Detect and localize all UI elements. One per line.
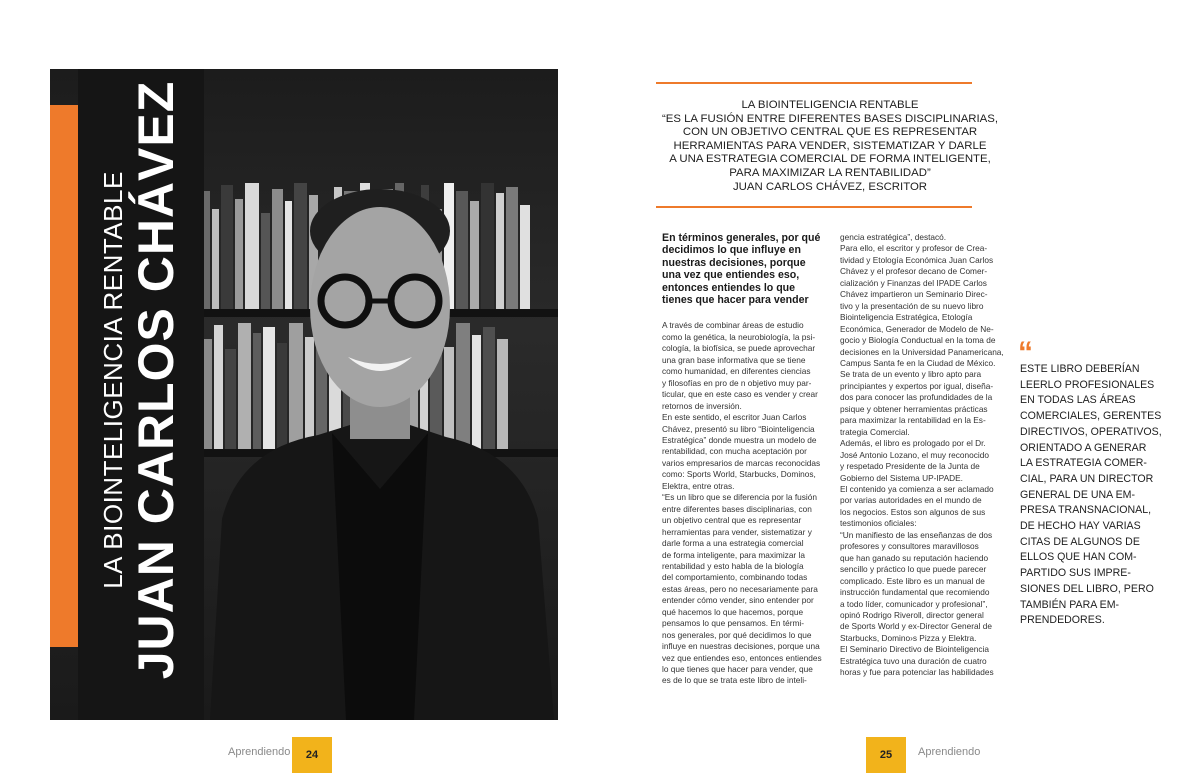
column-1-body — [662, 320, 827, 687]
body-text-line: profesores y consultores maravillosos — [840, 541, 979, 552]
body-text-line: sencillo y práctico lo que puede parecer — [840, 564, 987, 575]
body-text-line: Estratégica” donde muestra un modelo de — [662, 434, 817, 445]
body-text-line: gencia estratégica”, destacó. — [840, 232, 947, 242]
pull-quote-line: CIAL, PARA UN DIRECTOR — [1020, 472, 1154, 485]
body-text-line: dos para conocer las profundidades de la — [840, 392, 993, 403]
body-text-line: Estratégica tuvo una duración de cuatro — [840, 655, 987, 666]
body-text-line: es de lo que se trata este libro de inteli- — [662, 675, 807, 686]
header-quote-line: A UNA ESTRATEGIA COMERCIAL DE FORMA INTELIGENTE, — [669, 153, 991, 166]
lead-paragraph — [662, 232, 827, 306]
pull-quote-line: LEERLO PROFESIONALES — [1020, 378, 1155, 391]
body-text-line: y filosofías en pro de n objetivo muy par- — [662, 377, 812, 388]
body-text-line: Además, el libro es prologado por el Dr. — [840, 438, 986, 449]
body-text-line: una gran base informativa que se tiene — [662, 354, 806, 365]
footer-label-left: Aprendiendo — [228, 746, 291, 758]
lead-line: decidimos lo que influye en — [662, 244, 801, 257]
body-text-line: Para ello, el escritor y profesor de Crea- — [840, 243, 988, 254]
body-text-line: como humanidad, en diferentes ciencias — [662, 366, 811, 377]
body-text-line: trategia Comercial. — [840, 426, 910, 437]
body-text-line: principiantes y expertos por igual, diseña- — [840, 380, 994, 391]
body-text-line: En este sentido, el escritor Juan Carlos — [662, 412, 807, 423]
body-text-line: gocio y Biología Conductual en la toma de — [840, 335, 996, 346]
body-text-line: complicado. Este libro es un manual de — [840, 575, 985, 586]
vertical-name: JUAN CARLOS CHÁVEZ — [128, 80, 184, 680]
pull-quote — [1020, 362, 1170, 629]
body-text-line: los negocios. Estos son algunos de sus — [840, 506, 986, 517]
body-text-line: un objetivo central que es representar — [662, 515, 802, 526]
body-text-line: Elektra, entre otras. — [662, 480, 735, 491]
body-text-line: pensamos lo que pensamos. En térmi- — [662, 618, 805, 629]
body-text-line: rentabilidad y esto habla de la biología — [662, 560, 804, 571]
lead-line: nuestras decisiones, porque — [662, 256, 806, 269]
vertical-title — [98, 81, 184, 680]
body-text-line: Gobierno del Sistema UP-IPADE. — [840, 472, 963, 483]
body-text-line: qué hacemos lo que hacemos, porque — [662, 606, 804, 617]
body-text-line: tivo y la presentación de su nuevo libro — [840, 300, 984, 311]
header-quote-line: PARA MAXIMIZAR LA RENTABILIDAD” — [729, 166, 931, 179]
body-text-line: por varias autoridades en el mundo de — [840, 495, 982, 506]
pull-quote-line: EN TODAS LAS ÁREAS — [1020, 394, 1136, 407]
lead-line: entonces entiendes lo que — [662, 281, 796, 294]
body-text-line: instrucción fundamental que recomiendo — [840, 587, 990, 598]
header-quote-line: JUAN CARLOS CHÁVEZ, ESCRITOR — [732, 180, 928, 193]
vertical-subtitle: LA BIOINTELIGENCIA RENTABLE — [98, 171, 128, 589]
pull-quote-line: CITAS DE ALGUNOS DE — [1020, 535, 1140, 548]
body-text-line: retornos de inversión. — [662, 400, 742, 411]
header-quote-line: LA BIOINTELIGENCIA RENTABLE — [741, 99, 919, 111]
body-text-line: de forma inteligente, para maximizar la — [662, 549, 805, 560]
body-text-line: entre diferentes bases disciplinarias, con — [662, 503, 812, 514]
header-quote-line: “ES LA FUSIÓN ENTRE DIFERENTES BASES DISCIPLINARIAS, — [661, 112, 999, 125]
body-text-line: que han ganado su reputación haciendo — [840, 552, 989, 563]
body-text-line: Biointeligencia Estratégica, Etología — [840, 312, 973, 323]
rule-bottom — [656, 206, 972, 208]
body-text-line: Se trata de un evento y libro apto para — [840, 369, 982, 380]
pull-quote-line: LA ESTRATEGIA COMER- — [1020, 457, 1147, 470]
body-text-line: cialización y Finanzas del IPADE Carlos — [840, 277, 987, 288]
pull-quote-line: SIONES DEL LIBRO, PERO — [1020, 582, 1154, 595]
page-number-left: 24 — [292, 737, 332, 773]
body-text-line: de Sports World y ex-Director General de — [840, 621, 993, 632]
body-text-line: Económica, Generador de Modelo de Ne- — [840, 323, 994, 334]
body-text-line: testimonios oficiales: — [840, 518, 917, 529]
article-column-1 — [662, 232, 827, 687]
pull-quote-line: COMERCIALES, GERENTES — [1020, 410, 1162, 423]
pull-quote-line: PRENDEDORES. — [1020, 614, 1105, 627]
body-text-line: ticular, que en este caso es vender y crear — [662, 389, 818, 400]
rule-top — [656, 82, 972, 84]
pull-quote-line: GENERAL DE UNA EM- — [1020, 488, 1135, 501]
header-quote-line: HERRAMIENTAS PARA VENDER, SISTEMATIZAR Y DARLE — [673, 139, 987, 152]
pull-quote-line: TAMBIÉN PARA EM- — [1020, 598, 1120, 611]
body-text-line: darle forma a una estrategia comercial — [662, 538, 804, 549]
article-column-2 — [840, 232, 1008, 679]
body-text-line: como: Sports World, Starbucks, Dominos, — [662, 469, 816, 480]
body-text-line: y respetado Presidente de la Junta de — [840, 461, 980, 472]
body-text-line: rentabilidad, con mucha aceptación por — [662, 446, 807, 457]
header-quote — [640, 99, 1020, 194]
pull-quote-line: PRESA TRANSNACIONAL, — [1020, 504, 1152, 517]
body-text-line: a todo líder, comunicador y profesional”, — [840, 598, 988, 609]
body-text-line: para maximizar la rentabilidad en la Es- — [840, 415, 986, 426]
body-text-line: lo que tienes que hacer para vender, que — [662, 664, 813, 675]
body-text-line: como la genética, la neurobiología, la psi- — [662, 331, 816, 342]
pull-quote-line: ORIENTADO A GENERAR — [1020, 441, 1147, 454]
body-text-line: opinó Rodrigo Riveroll, director general — [840, 609, 984, 620]
body-text-line: herramientas para vender, sistematizar y — [662, 526, 812, 537]
pull-quote-line: PARTIDO SUS IMPRE- — [1020, 567, 1131, 580]
lead-line: tienes que hacer para vender — [662, 294, 809, 307]
header-quote-line: CON UN OBJETIVO CENTRAL QUE ES REPRESENTAR — [682, 126, 978, 139]
body-text-line: Campus Santa fe en la Ciudad de México. — [840, 357, 996, 368]
body-text-line: El contenido ya comienza a ser aclamado — [840, 483, 994, 494]
pull-quote-line: ELLOS QUE HAN COM- — [1020, 551, 1137, 564]
body-text-line: psique y obtener herramientas prácticas — [840, 403, 988, 414]
body-text-line: A través de combinar áreas de estudio — [662, 320, 804, 331]
body-text-line: varios empresarios de marcas reconocidas — [662, 457, 821, 468]
body-text-line: “Es un libro que se diferencia por la fusión — [662, 492, 817, 503]
lead-line: una vez que entiendes eso, — [662, 269, 800, 282]
footer-label-right: Aprendiendo — [918, 746, 981, 758]
body-text-line: del comportamiento, combinando todas — [662, 572, 808, 583]
body-text-line: El Seminario Directivo de Biointeligencia — [840, 644, 989, 655]
pull-quote-line: ESTE LIBRO DEBERÍAN — [1020, 363, 1140, 375]
body-text-line: “Un manifiesto de las enseñanzas de dos — [840, 529, 993, 540]
body-text-line: nos generales, por qué decidimos lo que — [662, 629, 812, 640]
body-text-line: estas áreas, pero no necesariamente para — [662, 583, 818, 594]
body-text-line: decisiones en la Universidad Panamericana, — [840, 346, 1004, 357]
body-text-line: Chávez impartieron un Seminario Direc- — [840, 289, 988, 300]
body-text-line: Chávez, presentó su libro “Biointeligencia — [662, 423, 815, 434]
body-text-line: José Antonio Lozano, el muy reconocido — [840, 449, 989, 460]
body-text-line: influye en nuestras decisiones, porque una — [662, 641, 820, 652]
body-text-line: Chávez y el profesor decano de Comer- — [840, 266, 988, 277]
pull-quote-line: DE HECHO HAY VARIAS — [1020, 520, 1141, 533]
lead-line: En términos generales, por qué — [662, 232, 821, 244]
accent-bar — [50, 105, 78, 647]
body-text-line: horas y fue para potenciar las habilidades — [840, 667, 994, 678]
pull-quote-line: DIRECTIVOS, OPERATIVOS, — [1020, 425, 1162, 438]
body-text-line: vez que entiendes eso, entonces entiendes — [662, 652, 822, 663]
author-portrait — [200, 189, 558, 720]
body-text-line: cología, la biofísica, se puede aprovechar — [662, 343, 816, 354]
body-text-line: Starbucks, Domino›s Pizza y Elektra. — [840, 632, 977, 643]
quote-mark-icon: “ — [1018, 336, 1033, 369]
page-number-right: 25 — [866, 737, 906, 773]
body-text-line: entender cómo vender, sino entender por — [662, 595, 814, 606]
body-text-line: tividad y Etología Económica Juan Carlos — [840, 254, 994, 265]
